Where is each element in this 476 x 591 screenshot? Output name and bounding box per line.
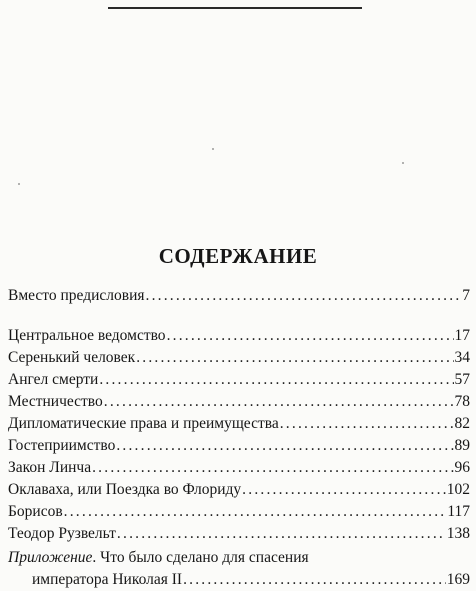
toc-entry [8,502,470,522]
paper-speck [212,148,214,150]
toc-entry-page: 169 [446,571,470,588]
toc-entry-title: Борисов [8,503,63,520]
top-rule [108,7,362,9]
dot-leader [116,436,453,456]
toc-entry [8,392,470,412]
toc-entry [8,414,470,434]
toc-entry-page: 138 [446,525,470,542]
toc-entry-title: Гостеприимство [8,437,116,454]
toc-entry [8,524,470,544]
dot-leader [117,524,446,544]
appendix-title-part1: . Что было сделано для спасения [92,549,309,566]
toc-entry [8,480,470,500]
toc-entry-page: 57 [454,371,470,388]
toc-entry-page: 7 [462,287,470,304]
toc-entry-title: Местничество [8,393,103,410]
appendix-title-part2: императора Николая II [32,571,183,588]
appendix-entry-line2 [32,570,470,590]
dot-leader [280,414,454,434]
toc-entry-title: Ангел смерти [8,371,99,388]
toc-entry-title: Вместо предисловия [8,287,145,304]
dot-leader [146,286,462,306]
toc-entry-page: 89 [454,437,470,454]
paper-speck [402,162,404,164]
appendix-entry-line1 [8,548,470,568]
toc-entry-title: Дипломатические права и преимущества [8,415,279,432]
dot-leader [92,458,453,478]
dot-leader [99,370,453,390]
dot-leader [64,502,447,522]
toc-entry-page: 82 [454,415,470,432]
toc-entry-title: Теодор Рузвельт [8,525,116,542]
toc-entry-title: Серенький человек [8,349,136,366]
toc-entry-page: 117 [447,503,470,520]
toc-entry-page: 17 [454,327,470,344]
dot-leader [136,348,453,368]
toc-entry-page: 34 [454,349,470,366]
toc-entry-page: 78 [454,393,470,410]
toc-entry [8,286,470,306]
dot-leader [242,480,446,500]
toc-entry-page: 96 [454,459,470,476]
toc-entry-page: 102 [446,481,470,498]
toc-entry-title: Центральное ведомство [8,327,166,344]
toc-entry-title: Закон Линча [8,459,92,476]
toc-entry [8,348,470,368]
paper-speck [18,183,20,185]
toc-entry [8,370,470,390]
appendix-prefix: Приложение [8,549,93,566]
toc-entry-title: Оклаваха, или Поездка во Флориду [8,481,242,498]
toc-entry [8,436,470,456]
page-title: СОДЕРЖАНИЕ [158,244,318,268]
toc-entry [8,326,470,346]
dot-leader [167,326,454,346]
dot-leader [104,392,454,412]
toc-entry [8,458,470,478]
dot-leader [183,570,446,590]
